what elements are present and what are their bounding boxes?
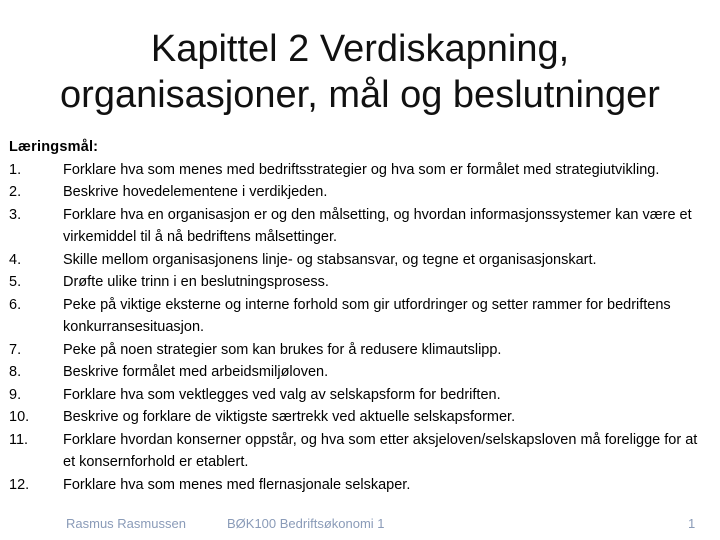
slide-content: [9, 136, 709, 496]
list-item-number: 4.: [9, 251, 22, 268]
list-item-text: Forklare hva som vektlegges ved valg av selskapsform for bedriften.: [63, 386, 501, 403]
slide-title-line-1: Kapittel 2 Verdiskapning,: [150, 28, 570, 70]
list-item-text: Forklare hvordan konserner oppstår, og hva som etter aksjeloven/selskapsloven må foreligge for at et konsernforhold er etablert.: [63, 431, 698, 470]
footer-course: BØK100 Bedriftsøkonomi 1: [227, 516, 385, 531]
list-item-number: 3.: [9, 206, 22, 223]
list-item-number: 8.: [9, 364, 22, 380]
learning-goals-heading: Læringsmål:: [9, 139, 99, 155]
list-item: [9, 474, 709, 497]
list-item: [9, 271, 709, 294]
list-item-text: Forklare hva som menes med flernasjonale selskaper.: [63, 476, 411, 493]
list-item-number: 1.: [9, 161, 22, 178]
list-item: [9, 181, 709, 204]
slide-title: [20, 26, 700, 118]
list-item-text: Beskrive og forklare de viktigste særtrekk ved aktuelle selskapsformer.: [63, 409, 516, 425]
list-item: [9, 384, 709, 407]
list-item-number: 6.: [9, 296, 22, 313]
list-item-number: 7.: [9, 341, 22, 358]
list-item-text: Forklare hva som menes med bedriftsstrategier og hva som er formålet med strategiutvikling.: [63, 161, 660, 178]
list-item-text: Beskrive hovedelementene i verdikjeden.: [63, 184, 328, 200]
slide-title-line-2: organisasjoner, mål og beslutninger: [60, 74, 660, 116]
list-item-text: Peke på viktige eksterne og interne forhold som gir utfordringer og setter rammer for bedriftens konkurransesituasjon.: [63, 296, 671, 335]
list-item-number: 12.: [9, 476, 30, 493]
list-item: [9, 159, 709, 182]
list-item-number: 10.: [9, 409, 30, 425]
list-item-text: Beskrive formålet med arbeidsmiljøloven.: [63, 364, 329, 380]
list-item: [9, 204, 709, 249]
list-item-number: 11.: [9, 431, 29, 448]
list-item: [9, 361, 709, 384]
list-item: [9, 429, 709, 474]
list-item-text: Peke på noen strategier som kan brukes for å redusere klimautslipp.: [63, 341, 502, 358]
list-item: [9, 249, 709, 272]
list-item: [9, 406, 709, 429]
list-item-number: 2.: [9, 184, 22, 200]
list-item: [9, 339, 709, 362]
list-item-text: Forklare hva en organisasjon er og den målsetting, og hvordan informasjonssystemer kan være et virkemiddel til å nå bedriftens målsettinger.: [63, 206, 692, 245]
list-item-text: Skille mellom organisasjonens linje- og stabsansvar, og tegne et organisasjonskart.: [63, 251, 597, 268]
footer-page-number: 1: [688, 516, 696, 531]
list-item-number: 5.: [9, 274, 22, 290]
list-item-text: Drøfte ulike trinn i en beslutningsprosess.: [63, 274, 329, 290]
list-item-number: 9.: [9, 386, 22, 403]
learning-goals-list: [9, 159, 709, 497]
list-item: [9, 294, 709, 339]
footer-author: Rasmus Rasmussen: [66, 516, 186, 531]
